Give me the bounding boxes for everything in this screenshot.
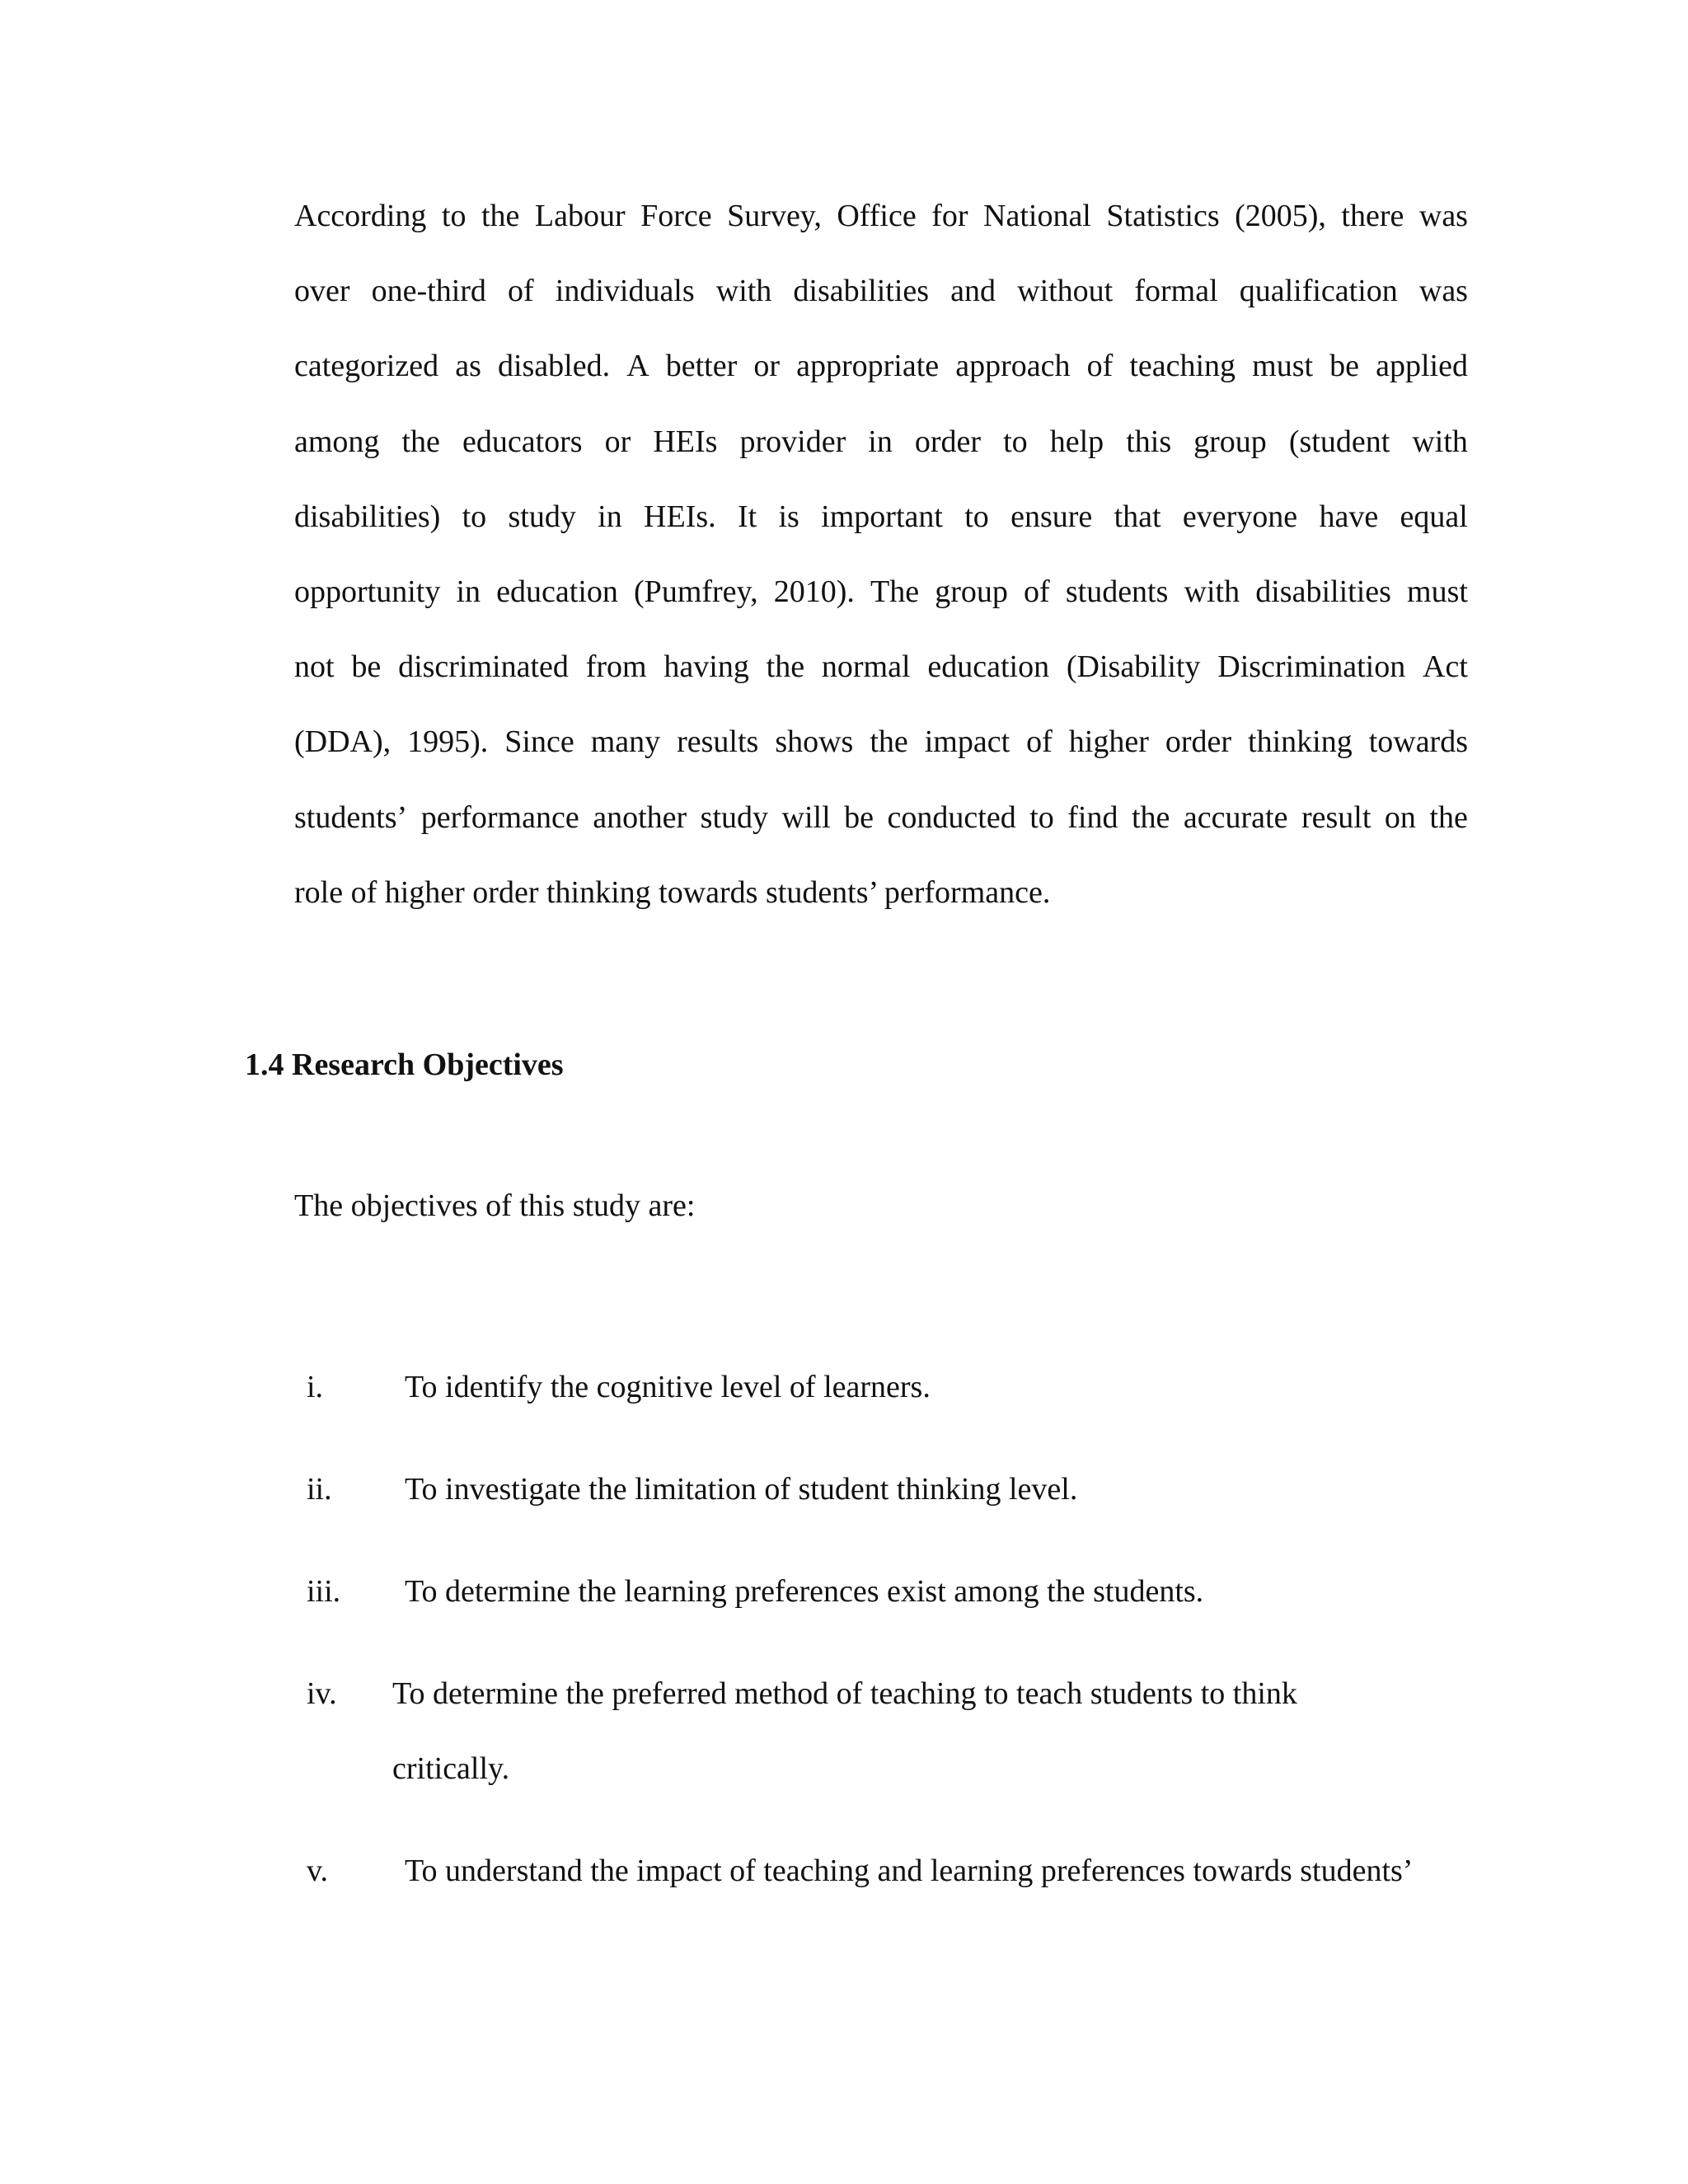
word: Survey, — [727, 199, 822, 233]
word: study — [508, 499, 576, 534]
word: result — [1301, 799, 1372, 835]
word: HEIs. — [644, 499, 716, 534]
word: HEIs — [653, 424, 718, 459]
word: is — [778, 499, 799, 534]
word: (Pumfrey, — [634, 574, 758, 609]
word: with — [1412, 424, 1468, 459]
objective-numeral: v. — [307, 1854, 329, 1888]
word: Force — [640, 199, 712, 233]
word: National — [983, 199, 1091, 233]
objective-text: To determine the preferred method of teaching to teach students to think — [392, 1676, 1297, 1711]
word: order — [1165, 724, 1232, 760]
word: and — [950, 274, 996, 309]
paragraph-line — [294, 642, 1468, 717]
word: towards — [1368, 724, 1468, 760]
word: in — [456, 574, 481, 609]
word: in — [598, 499, 622, 534]
word: was — [1418, 199, 1468, 233]
word: of — [508, 274, 534, 309]
word: education — [496, 574, 618, 609]
word: shows — [775, 724, 854, 760]
word: the — [870, 724, 908, 760]
word: individuals — [555, 274, 695, 309]
word: provider — [739, 424, 846, 459]
word: 1995). — [407, 724, 489, 760]
word: better — [665, 349, 738, 384]
word: performance — [420, 799, 579, 835]
word: disabled. — [497, 349, 611, 384]
paragraph-line — [294, 191, 1468, 266]
word: over — [294, 274, 350, 309]
word: that — [1114, 499, 1161, 534]
body-paragraph — [294, 191, 1468, 943]
word: Discrimination — [1217, 649, 1406, 685]
word: ensure — [1010, 499, 1093, 534]
word: group — [1193, 424, 1267, 459]
objective-text: To identify the cognitive level of learners. — [405, 1370, 931, 1404]
objective-text-continuation: critically. — [392, 1751, 510, 1786]
word: everyone — [1182, 499, 1298, 534]
paragraph-line — [294, 266, 1468, 341]
word: to — [964, 499, 989, 534]
word: or — [753, 349, 780, 384]
paragraph-line — [294, 567, 1468, 642]
word: Statistics — [1106, 199, 1220, 233]
objective-numeral: ii. — [307, 1472, 332, 1507]
word: students’ — [294, 799, 408, 835]
word: approach — [955, 349, 1071, 384]
objective-text: To understand the impact of teaching and learning preferences towards students’ — [405, 1854, 1414, 1888]
word: to — [1029, 799, 1054, 835]
word: (2005), — [1235, 199, 1326, 233]
paragraph-line — [294, 341, 1468, 416]
word: thinking — [1248, 724, 1353, 760]
objective-numeral: i. — [307, 1370, 324, 1404]
word: Act — [1423, 649, 1468, 685]
word: A — [626, 349, 649, 384]
word: as — [455, 349, 481, 384]
paragraph-line — [294, 793, 1468, 868]
word: impact — [924, 724, 1010, 760]
word: must — [1407, 574, 1468, 609]
word: having — [663, 649, 749, 685]
word: group — [935, 574, 1008, 609]
word: disabilities — [1255, 574, 1391, 609]
word: there — [1341, 199, 1404, 233]
word: Office — [837, 199, 917, 233]
word: opportunity — [294, 574, 441, 609]
word: must — [1252, 349, 1314, 384]
word: many — [590, 724, 661, 760]
word: the — [1131, 799, 1170, 835]
word: equal — [1400, 499, 1468, 534]
word: help — [1049, 424, 1104, 459]
word: for — [931, 199, 968, 233]
objective-text: To determine the learning preferences exist among the students. — [405, 1574, 1204, 1609]
word: to — [441, 199, 467, 233]
word: among — [294, 424, 380, 459]
word: order — [914, 424, 982, 459]
word: on — [1384, 799, 1416, 835]
word: discriminated — [398, 649, 569, 685]
objective-numeral: iv. — [307, 1676, 337, 1711]
word: disabilities) — [294, 499, 441, 534]
objective-numeral: iii. — [307, 1574, 341, 1609]
paragraph-line — [294, 492, 1468, 567]
word: It — [737, 499, 757, 534]
word: in — [868, 424, 893, 459]
word: higher — [1068, 724, 1149, 760]
word: conducted — [887, 799, 1016, 835]
objectives-intro: The objectives of this study are: — [294, 1188, 696, 1223]
word: formal — [1134, 274, 1218, 309]
word: normal — [821, 649, 911, 685]
word: to — [462, 499, 487, 534]
word: to — [1003, 424, 1028, 459]
word: the — [401, 424, 440, 459]
paragraph-line-last: role of higher order thinking towards students’ performance. — [294, 874, 1051, 910]
word: with — [1184, 574, 1240, 609]
word: without — [1017, 274, 1114, 309]
word: appropriate — [796, 349, 940, 384]
word: from — [585, 649, 647, 685]
word: with — [715, 274, 772, 309]
word: important — [821, 499, 943, 534]
word: find — [1067, 799, 1118, 835]
word: be — [351, 649, 382, 685]
word: one-third — [371, 274, 486, 309]
word: or — [604, 424, 631, 459]
paragraph-line — [294, 717, 1468, 792]
word: teaching — [1129, 349, 1236, 384]
word: not — [294, 649, 335, 685]
word: categorized — [294, 349, 439, 384]
word: educators — [462, 424, 583, 459]
word: the — [481, 199, 520, 233]
objective-text: To investigate the limitation of student thinking level. — [405, 1472, 1078, 1507]
word: another — [593, 799, 687, 835]
word: (Disability — [1066, 649, 1201, 685]
word: have — [1319, 499, 1379, 534]
word: of — [1086, 349, 1114, 384]
word: 2010). — [773, 574, 855, 609]
paragraph-line — [294, 417, 1468, 492]
word: was — [1418, 274, 1468, 309]
word: the — [766, 649, 805, 685]
word: Labour — [534, 199, 626, 233]
word: of — [1026, 724, 1053, 760]
word: applied — [1376, 349, 1468, 384]
section-heading: 1.4 Research Objectives — [245, 1047, 564, 1082]
word: The — [870, 574, 920, 609]
word: (DDA), — [294, 724, 392, 760]
word: students — [1065, 574, 1169, 609]
word: will — [781, 799, 831, 835]
word: According — [294, 199, 427, 233]
word: Since — [504, 724, 574, 760]
word: (student — [1288, 424, 1390, 459]
word: disabilities — [793, 274, 930, 309]
word: results — [677, 724, 759, 760]
word: the — [1429, 799, 1468, 835]
word: be — [844, 799, 874, 835]
word: study — [700, 799, 769, 835]
word: accurate — [1183, 799, 1288, 835]
word: qualification — [1239, 274, 1398, 309]
word: be — [1329, 349, 1360, 384]
word: of — [1024, 574, 1050, 609]
word: education — [927, 649, 1050, 685]
word: this — [1126, 424, 1172, 459]
